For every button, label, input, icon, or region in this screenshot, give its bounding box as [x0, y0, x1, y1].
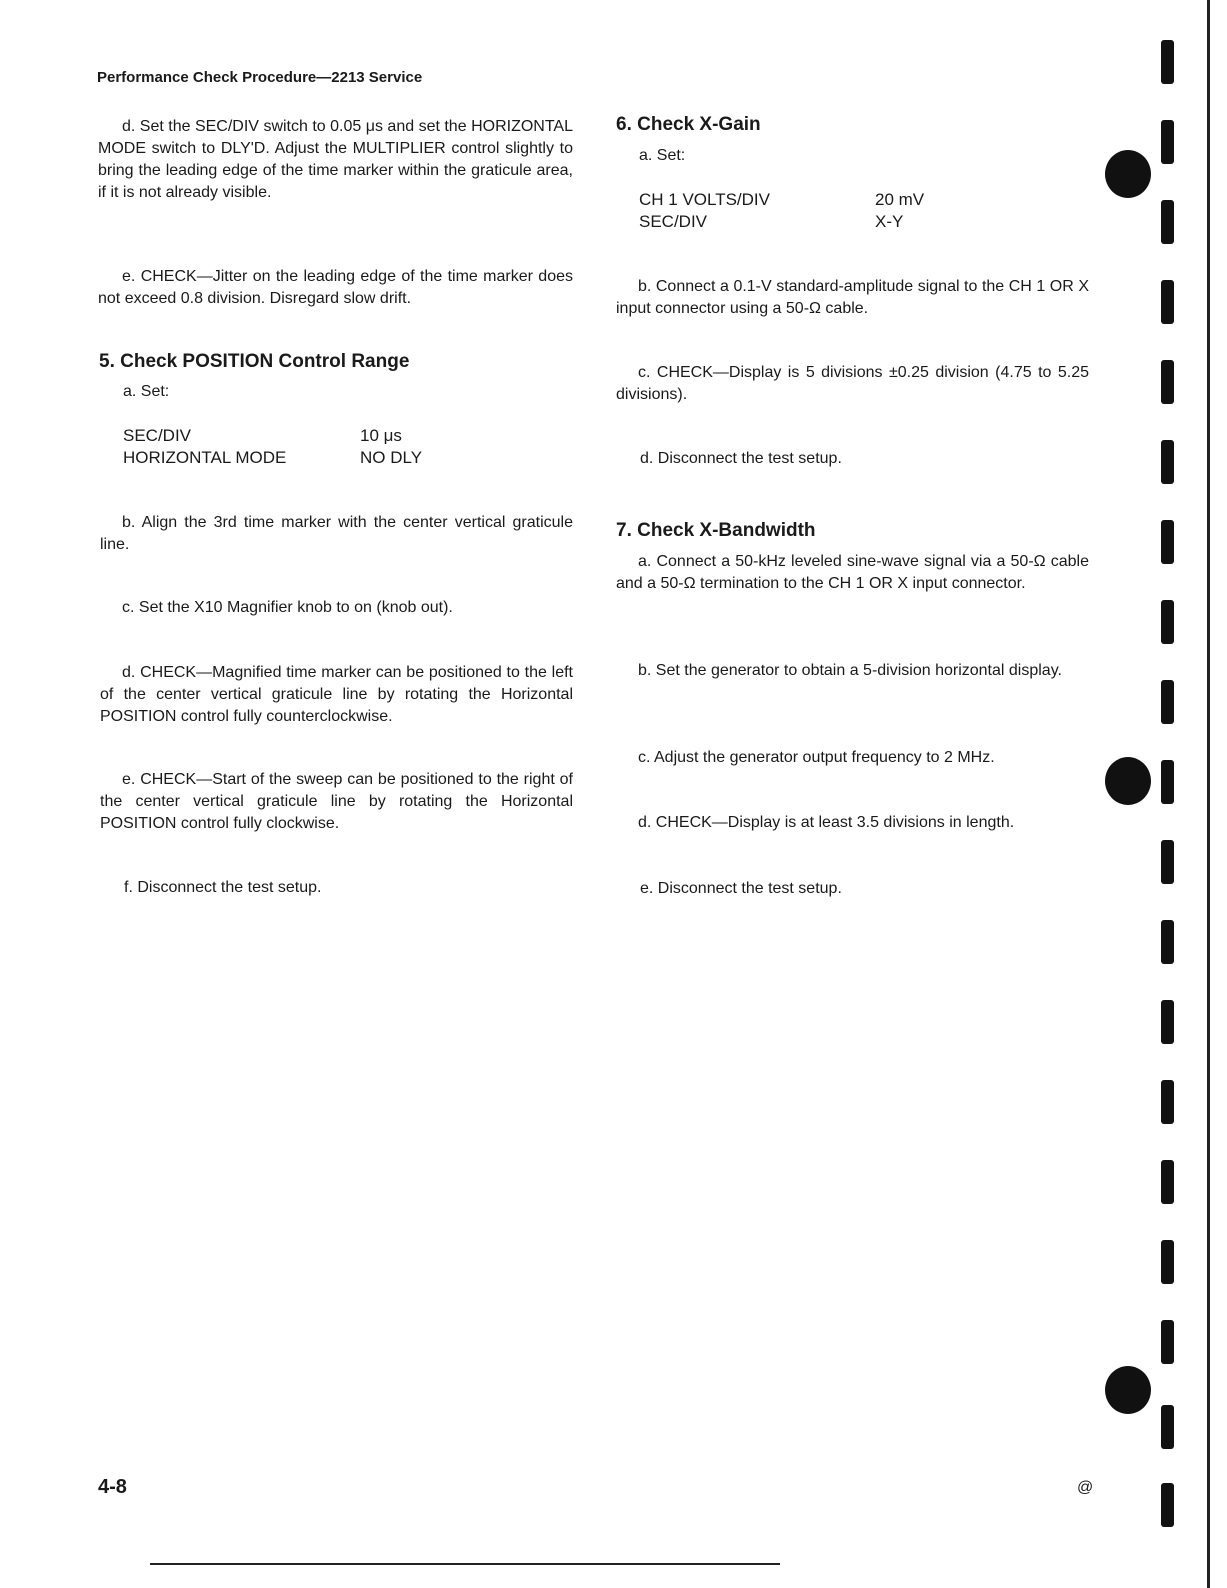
section-6-a-label: a. Set:: [639, 147, 686, 164]
setting-value: X-Y: [875, 212, 904, 231]
setting-value: NO DLY: [360, 448, 423, 467]
binder-tab-mark: [1161, 520, 1174, 564]
binder-tab-mark: [1161, 120, 1174, 164]
section-7-step-b: b. Set the generator to obtain a 5-division horizontal display.: [638, 662, 1062, 679]
binder-hole: [1105, 757, 1151, 805]
binder-hole: [1105, 150, 1151, 198]
binder-tab-mark: [1161, 1160, 1174, 1204]
binder-tab-mark: [1161, 920, 1174, 964]
left-step-e: e. CHECK—Jitter on the leading edge of the time marker does not exceed 0.8 division. Disregard slow drift.: [98, 268, 573, 307]
section-6-step-c: c. CHECK—Display is 5 divisions ±0.25 division (4.75 to 5.25 divisions).: [616, 364, 1089, 403]
section-6-title: 6. Check X-Gain: [616, 114, 761, 135]
footer-symbol: @: [1077, 1479, 1094, 1496]
binder-tab-mark: [1161, 1320, 1174, 1364]
binder-tab-mark: [1161, 680, 1174, 724]
binder-tab-mark: [1161, 600, 1174, 644]
binder-hole: [1105, 1366, 1151, 1414]
setting-name: SEC/DIV: [639, 212, 708, 231]
setting-name: SEC/DIV: [123, 426, 192, 445]
section-5-step-e: e. CHECK—Start of the sweep can be positioned to the right of the center vertical graticule line by rotating the Horizontal POSITION control fully clockwise.: [100, 771, 573, 832]
binder-tab-mark: [1161, 840, 1174, 884]
section-5-a-label: a. Set:: [123, 383, 170, 400]
section-6-step-d: d. Disconnect the test setup.: [640, 450, 842, 467]
binder-tab-mark: [1161, 200, 1174, 244]
binder-tab-mark: [1161, 1240, 1174, 1284]
section-7-step-d: d. CHECK—Display is at least 3.5 divisions in length.: [638, 814, 1015, 831]
section-5-step-c: c. Set the X10 Magnifier knob to on (knob out).: [122, 599, 453, 616]
section-7-step-e: e. Disconnect the test setup.: [640, 880, 842, 897]
binder-tab-mark: [1161, 440, 1174, 484]
section-5-step-d: d. CHECK—Magnified time marker can be positioned to the left of the center vertical graticule line by rotating the Horizontal POSITION control fully counterclockwise.: [100, 664, 573, 725]
section-5-step-b: b. Align the 3rd time marker with the center vertical graticule line.: [100, 514, 573, 553]
binder-tab-mark: [1161, 1483, 1174, 1527]
binder-tab-mark: [1161, 1405, 1174, 1449]
page-header: Performance Check Procedure—2213 Service: [97, 69, 423, 86]
section-5-step-f: f. Disconnect the test setup.: [124, 879, 322, 896]
section-6-step-b: b. Connect a 0.1-V standard-amplitude signal to the CH 1 OR X input connector using a 50-Ω cable.: [616, 278, 1089, 317]
bottom-rule: [150, 1563, 780, 1565]
setting-name: HORIZONTAL MODE: [123, 448, 287, 467]
setting-name: CH 1 VOLTS/DIV: [639, 190, 770, 209]
section-7-step-a: a. Connect a 50-kHz leveled sine-wave signal via a 50-Ω cable and a 50-Ω termination to the CH 1 OR X input connector.: [616, 553, 1089, 592]
page-edge-line: [1207, 0, 1210, 1588]
left-step-d: d. Set the SEC/DIV switch to 0.05 μs and set the HORIZONTAL MODE switch to DLY'D. Adjust the MULTIPLIER control slightly to bring the leading edge of the time marker within the graticule area, if it is not already visible.: [98, 118, 573, 201]
binder-tab-mark: [1161, 1080, 1174, 1124]
section-7-step-c: c. Adjust the generator output frequency to 2 MHz.: [638, 749, 995, 766]
binder-tab-mark: [1161, 40, 1174, 84]
section-5-title: 5. Check POSITION Control Range: [99, 351, 410, 372]
binder-tab-mark: [1161, 1000, 1174, 1044]
binder-tab-mark: [1161, 360, 1174, 404]
binder-tab-mark: [1161, 760, 1174, 804]
binder-tab-mark: [1161, 280, 1174, 324]
section-7-title: 7. Check X-Bandwidth: [616, 520, 816, 541]
setting-value: 10 μs: [360, 426, 402, 445]
page-number: 4-8: [98, 1476, 127, 1498]
setting-value: 20 mV: [875, 190, 925, 209]
